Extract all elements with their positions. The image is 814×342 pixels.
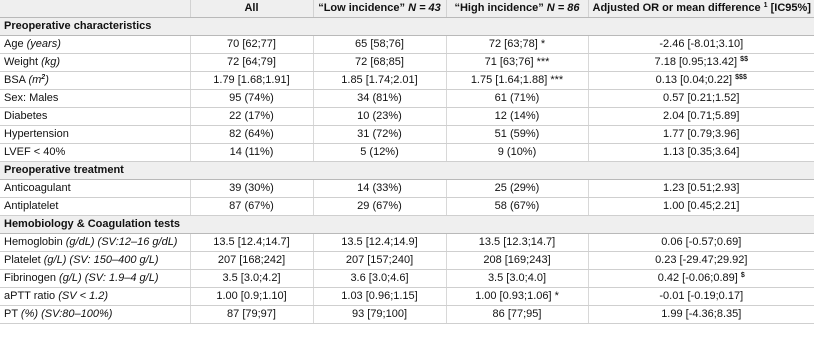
section-header-row bbox=[0, 162, 814, 180]
or-significance: $ bbox=[740, 272, 745, 280]
cell-all: 39 (30%) bbox=[190, 180, 313, 198]
header-or-label: Adjusted OR or mean difference bbox=[592, 2, 764, 15]
cell-adjusted-or bbox=[588, 126, 814, 144]
row-unit-exponent: 2 bbox=[41, 74, 46, 82]
row-label-cell bbox=[0, 288, 190, 306]
row-label-cell bbox=[0, 270, 190, 288]
cell-low-incidence: 5 (12%) bbox=[313, 144, 446, 162]
or-value: 7.18 [0.95;13.42] bbox=[654, 56, 741, 69]
table-row bbox=[0, 252, 814, 270]
row-label-cell bbox=[0, 72, 190, 90]
or-value: 0.23 [-29.47;29.92] bbox=[655, 254, 748, 267]
table-row bbox=[0, 180, 814, 198]
cell-adjusted-or bbox=[588, 72, 814, 90]
row-label: Hemoglobin bbox=[4, 236, 66, 249]
cell-adjusted-or bbox=[588, 90, 814, 108]
header-low-label: “Low incidence” bbox=[318, 2, 409, 15]
cell-adjusted-or bbox=[588, 54, 814, 72]
cell-adjusted-or bbox=[588, 36, 814, 54]
row-label: LVEF < 40% bbox=[4, 146, 66, 159]
row-label-cell bbox=[0, 54, 190, 72]
row-label: Hypertension bbox=[4, 128, 69, 141]
row-unit: (SV < 1.2) bbox=[58, 290, 109, 303]
cell-all: 3.5 [3.0;4.2] bbox=[190, 270, 313, 288]
header-or-ci: [IC95%] bbox=[767, 2, 811, 15]
cell-low-incidence: 31 (72%) bbox=[313, 126, 446, 144]
header-high-incidence bbox=[446, 0, 588, 18]
cell-all: 22 (17%) bbox=[190, 108, 313, 126]
cell-high-incidence: 72 [63;78] * bbox=[446, 36, 588, 54]
cell-all: 14 (11%) bbox=[190, 144, 313, 162]
or-value: 0.13 [0.04;0.22] bbox=[655, 74, 736, 87]
section-header-row bbox=[0, 216, 814, 234]
cell-low-incidence: 13.5 [12.4;14.9] bbox=[313, 234, 446, 252]
row-unit: (g/L) (SV: 150–400 g/L) bbox=[43, 254, 159, 267]
table-row bbox=[0, 108, 814, 126]
cell-adjusted-or bbox=[588, 306, 814, 324]
cell-all: 95 (74%) bbox=[190, 90, 313, 108]
cell-high-incidence: 58 (67%) bbox=[446, 198, 588, 216]
or-value: 0.42 [-0.06;0.89] bbox=[657, 272, 741, 285]
table-row bbox=[0, 288, 814, 306]
row-unit: (m bbox=[28, 74, 42, 87]
table-row bbox=[0, 144, 814, 162]
cell-all: 13.5 [12.4;14.7] bbox=[190, 234, 313, 252]
header-low-incidence bbox=[313, 0, 446, 18]
header-low-n: N = 43 bbox=[408, 2, 441, 15]
row-label: aPTT ratio bbox=[4, 290, 59, 303]
table-row bbox=[0, 270, 814, 288]
header-high-label: “High incidence” bbox=[454, 2, 547, 15]
cell-high-incidence: 9 (10%) bbox=[446, 144, 588, 162]
cell-all: 87 [79;97] bbox=[190, 306, 313, 324]
cell-high-incidence: 71 [63;76] *** bbox=[446, 54, 588, 72]
row-label-cell bbox=[0, 90, 190, 108]
cell-adjusted-or bbox=[588, 180, 814, 198]
cell-adjusted-or bbox=[588, 270, 814, 288]
cell-adjusted-or bbox=[588, 252, 814, 270]
cell-high-incidence: 208 [169;243] bbox=[446, 252, 588, 270]
cell-low-incidence: 34 (81%) bbox=[313, 90, 446, 108]
cell-all: 1.00 [0.9;1.10] bbox=[190, 288, 313, 306]
cell-high-incidence: 25 (29%) bbox=[446, 180, 588, 198]
row-unit: (kg) bbox=[41, 56, 61, 69]
cell-high-incidence: 3.5 [3.0;4.0] bbox=[446, 270, 588, 288]
row-unit: (g/dL) (SV:12–16 g/dL) bbox=[65, 236, 178, 249]
table-body bbox=[0, 18, 814, 324]
cell-low-incidence: 72 [68;85] bbox=[313, 54, 446, 72]
or-value: 1.23 [0.51;2.93] bbox=[663, 182, 740, 195]
cell-low-incidence: 14 (33%) bbox=[313, 180, 446, 198]
row-unit: (years) bbox=[26, 38, 61, 51]
or-significance: $$ bbox=[740, 56, 748, 64]
header-high-n: N = 86 bbox=[546, 2, 580, 15]
row-label-cell bbox=[0, 252, 190, 270]
row-label: Platelet bbox=[4, 254, 44, 267]
or-value: 1.13 [0.35;3.64] bbox=[663, 146, 740, 159]
table-row bbox=[0, 126, 814, 144]
table-row bbox=[0, 54, 814, 72]
cell-low-incidence: 29 (67%) bbox=[313, 198, 446, 216]
cell-low-incidence: 207 [157;240] bbox=[313, 252, 446, 270]
table-row bbox=[0, 72, 814, 90]
row-unit-close: ) bbox=[45, 74, 49, 87]
or-value: 0.57 [0.21;1.52] bbox=[663, 92, 740, 105]
row-unit: (g/L) (SV: 1.9–4 g/L) bbox=[59, 272, 159, 285]
cell-adjusted-or bbox=[588, 144, 814, 162]
table-row bbox=[0, 90, 814, 108]
row-label: BSA bbox=[4, 74, 29, 87]
cell-high-incidence: 1.75 [1.64;1.88] *** bbox=[446, 72, 588, 90]
table-row bbox=[0, 36, 814, 54]
row-unit: (%) (SV:80–100%) bbox=[20, 308, 113, 321]
row-label-cell bbox=[0, 36, 190, 54]
cell-high-incidence: 51 (59%) bbox=[446, 126, 588, 144]
section-title: Hemobiology & Coagulation tests bbox=[0, 216, 814, 234]
section-title: Preoperative characteristics bbox=[0, 18, 814, 36]
section-title: Preoperative treatment bbox=[0, 162, 814, 180]
cell-low-incidence: 65 [58;76] bbox=[313, 36, 446, 54]
or-value: 1.99 [-4.36;8.35] bbox=[661, 308, 742, 321]
cell-low-incidence: 3.6 [3.0;4.6] bbox=[313, 270, 446, 288]
row-label: Diabetes bbox=[4, 110, 48, 123]
row-label-cell bbox=[0, 180, 190, 198]
table-row bbox=[0, 198, 814, 216]
row-label: Sex: Males bbox=[4, 92, 59, 105]
cell-all: 87 (67%) bbox=[190, 198, 313, 216]
or-value: -2.46 [-8.01;3.10] bbox=[659, 38, 744, 51]
row-label: Age bbox=[4, 38, 27, 51]
cell-low-incidence: 93 [79;100] bbox=[313, 306, 446, 324]
row-label-cell bbox=[0, 126, 190, 144]
table-header-row bbox=[0, 0, 814, 18]
header-all: All bbox=[190, 0, 313, 18]
row-label-cell bbox=[0, 234, 190, 252]
cell-low-incidence: 1.03 [0.96;1.15] bbox=[313, 288, 446, 306]
or-value: 2.04 [0.71;5.89] bbox=[663, 110, 740, 123]
row-label: PT bbox=[4, 308, 21, 321]
cell-high-incidence: 86 [77;95] bbox=[446, 306, 588, 324]
cell-high-incidence: 1.00 [0.93;1.06] * bbox=[446, 288, 588, 306]
cell-high-incidence: 61 (71%) bbox=[446, 90, 588, 108]
or-value: 1.00 [0.45;2.21] bbox=[663, 200, 740, 213]
cell-adjusted-or bbox=[588, 234, 814, 252]
row-label: Fibrinogen bbox=[4, 272, 60, 285]
row-label-cell bbox=[0, 108, 190, 126]
row-label-cell bbox=[0, 144, 190, 162]
row-label: Weight bbox=[4, 56, 42, 69]
cell-high-incidence: 13.5 [12.3;14.7] bbox=[446, 234, 588, 252]
cell-high-incidence: 12 (14%) bbox=[446, 108, 588, 126]
cell-all: 72 [64;79] bbox=[190, 54, 313, 72]
or-significance: $$$ bbox=[735, 74, 747, 82]
cell-low-incidence: 1.85 [1.74;2.01] bbox=[313, 72, 446, 90]
row-label-cell bbox=[0, 198, 190, 216]
or-value: 1.77 [0.79;3.96] bbox=[663, 128, 740, 141]
or-value: 0.06 [-0.57;0.69] bbox=[661, 236, 742, 249]
header-variable bbox=[0, 0, 190, 18]
cell-adjusted-or bbox=[588, 198, 814, 216]
cell-all: 1.79 [1.68;1.91] bbox=[190, 72, 313, 90]
section-header-row bbox=[0, 18, 814, 36]
row-label: Antiplatelet bbox=[4, 200, 59, 213]
row-label-cell bbox=[0, 306, 190, 324]
table-row bbox=[0, 306, 814, 324]
cell-all: 207 [168;242] bbox=[190, 252, 313, 270]
header-or-footnote: 1 bbox=[763, 2, 768, 10]
row-label: Anticoagulant bbox=[4, 182, 71, 195]
cell-all: 82 (64%) bbox=[190, 126, 313, 144]
cell-low-incidence: 10 (23%) bbox=[313, 108, 446, 126]
cell-adjusted-or bbox=[588, 108, 814, 126]
cell-adjusted-or bbox=[588, 288, 814, 306]
cell-all: 70 [62;77] bbox=[190, 36, 313, 54]
header-adjusted-or bbox=[588, 0, 814, 18]
or-value: -0.01 [-0.19;0.17] bbox=[659, 290, 744, 303]
table-row bbox=[0, 234, 814, 252]
